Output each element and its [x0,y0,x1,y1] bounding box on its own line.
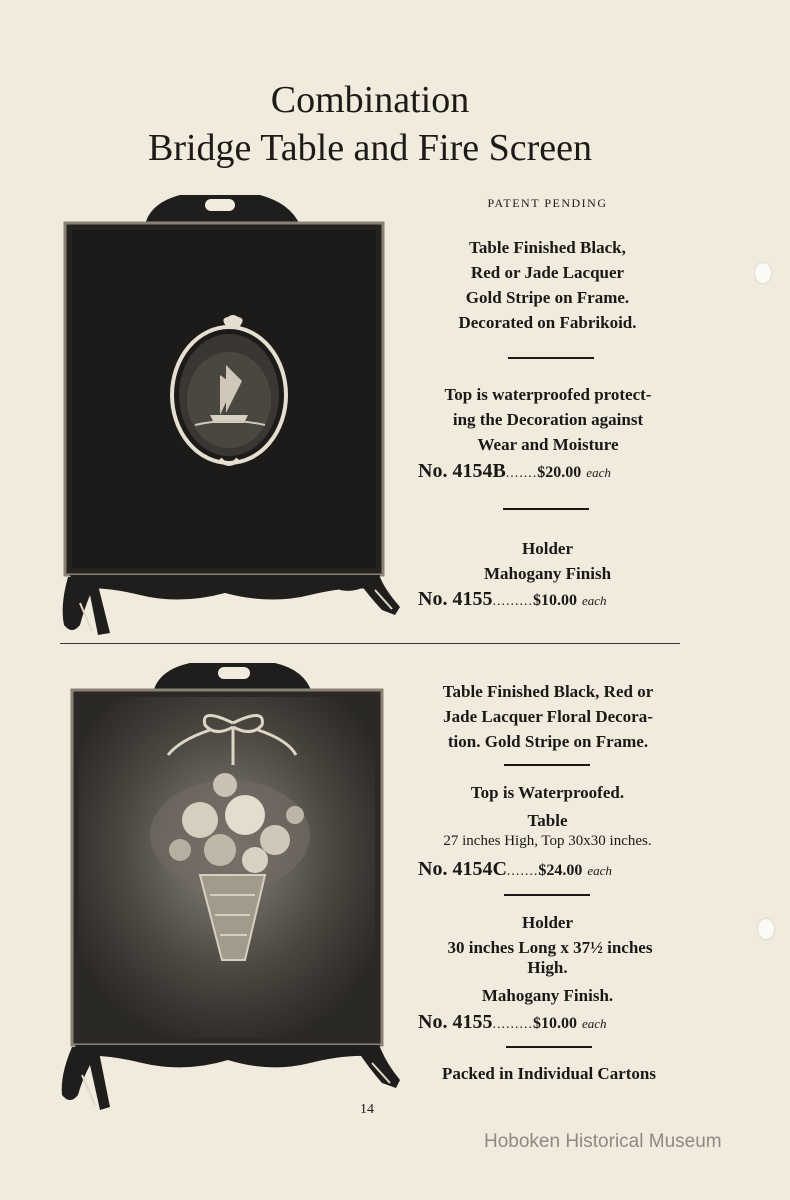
price-line-4154c [418,858,612,881]
section-rule [508,357,594,359]
item-number: No. 4154B [418,460,506,482]
bottom-holder-label: Holder [522,913,573,932]
section-rule [504,894,590,896]
bottom-holder-dims-1: 30 inches Long x 37½ inches [447,938,653,957]
punch-hole-bottom [758,919,774,939]
item-number: No. 4154C [418,858,507,880]
price-unit: each [587,863,612,878]
top-holder-label: Holder [522,539,573,558]
bottom-waterproof: Top is Waterproofed. [470,783,625,802]
price-unit: each [581,593,607,608]
bottom-holder-dims-2: High. [527,958,568,977]
bottom-finish-line: tion. Gold Stripe on Frame. [447,732,649,751]
top-finish-description [405,235,690,335]
price-unit: each [581,1016,607,1031]
item-price: $10.00 [532,592,577,609]
item-price: $20.00 [537,464,582,481]
top-waterproof-line: Wear and Moisture [477,435,619,454]
top-finish-line: Red or Jade Lacquer [470,263,625,282]
punch-hole-top [755,263,771,283]
price-dots: ......... [492,1017,533,1032]
top-waterproof-line: Top is waterproofed protect- [444,385,652,404]
price-line-4155-bottom [418,1011,607,1034]
item-price: $10.00 [532,1015,577,1032]
bottom-holder-finish: Mahogany Finish. [481,986,614,1005]
item-number: No. 4155 [418,1011,493,1033]
packing-note: Packed in Individual Cartons [442,1064,656,1083]
top-finish-line: Table Finished Black, [469,238,626,257]
museum-watermark: Hoboken Historical Museum [484,1131,722,1152]
fire-screen-ship-illustration [50,185,410,640]
page-title-line2: Bridge Table and Fire Screen [147,127,593,169]
price-dots: ....... [506,864,539,879]
price-line-4154b [418,460,611,483]
price-dots: ....... [505,466,538,481]
top-waterproof-line: ing the Decoration against [452,410,644,429]
bottom-finish-line: Table Finished Black, Red or [442,682,654,701]
bottom-table-label: Table [527,811,568,830]
section-rule [504,764,590,766]
section-divider [60,643,680,644]
page-number: 14 [360,1102,374,1117]
top-finish-line: Decorated on Fabrikoid. [458,313,637,332]
item-number: No. 4155 [418,588,493,610]
top-waterproof-description [418,382,678,457]
fire-screen-floral-illustration [50,655,410,1115]
patent-pending-label: PATENT PENDING [487,196,608,210]
section-rule [503,508,589,510]
bottom-finish-line: Jade Lacquer Floral Decora- [443,707,653,726]
price-dots: ......... [492,594,533,609]
item-price: $24.00 [538,862,583,879]
bottom-finish-description [418,679,678,754]
top-finish-line: Gold Stripe on Frame. [465,288,630,307]
page-title-line1: Combination [270,79,470,121]
section-rule [506,1046,592,1048]
price-line-4155-top [418,588,607,611]
top-holder-finish: Mahogany Finish [483,564,612,583]
bottom-table-dimensions: 27 inches High, Top 30x30 inches. [443,833,652,849]
price-unit: each [586,465,611,480]
